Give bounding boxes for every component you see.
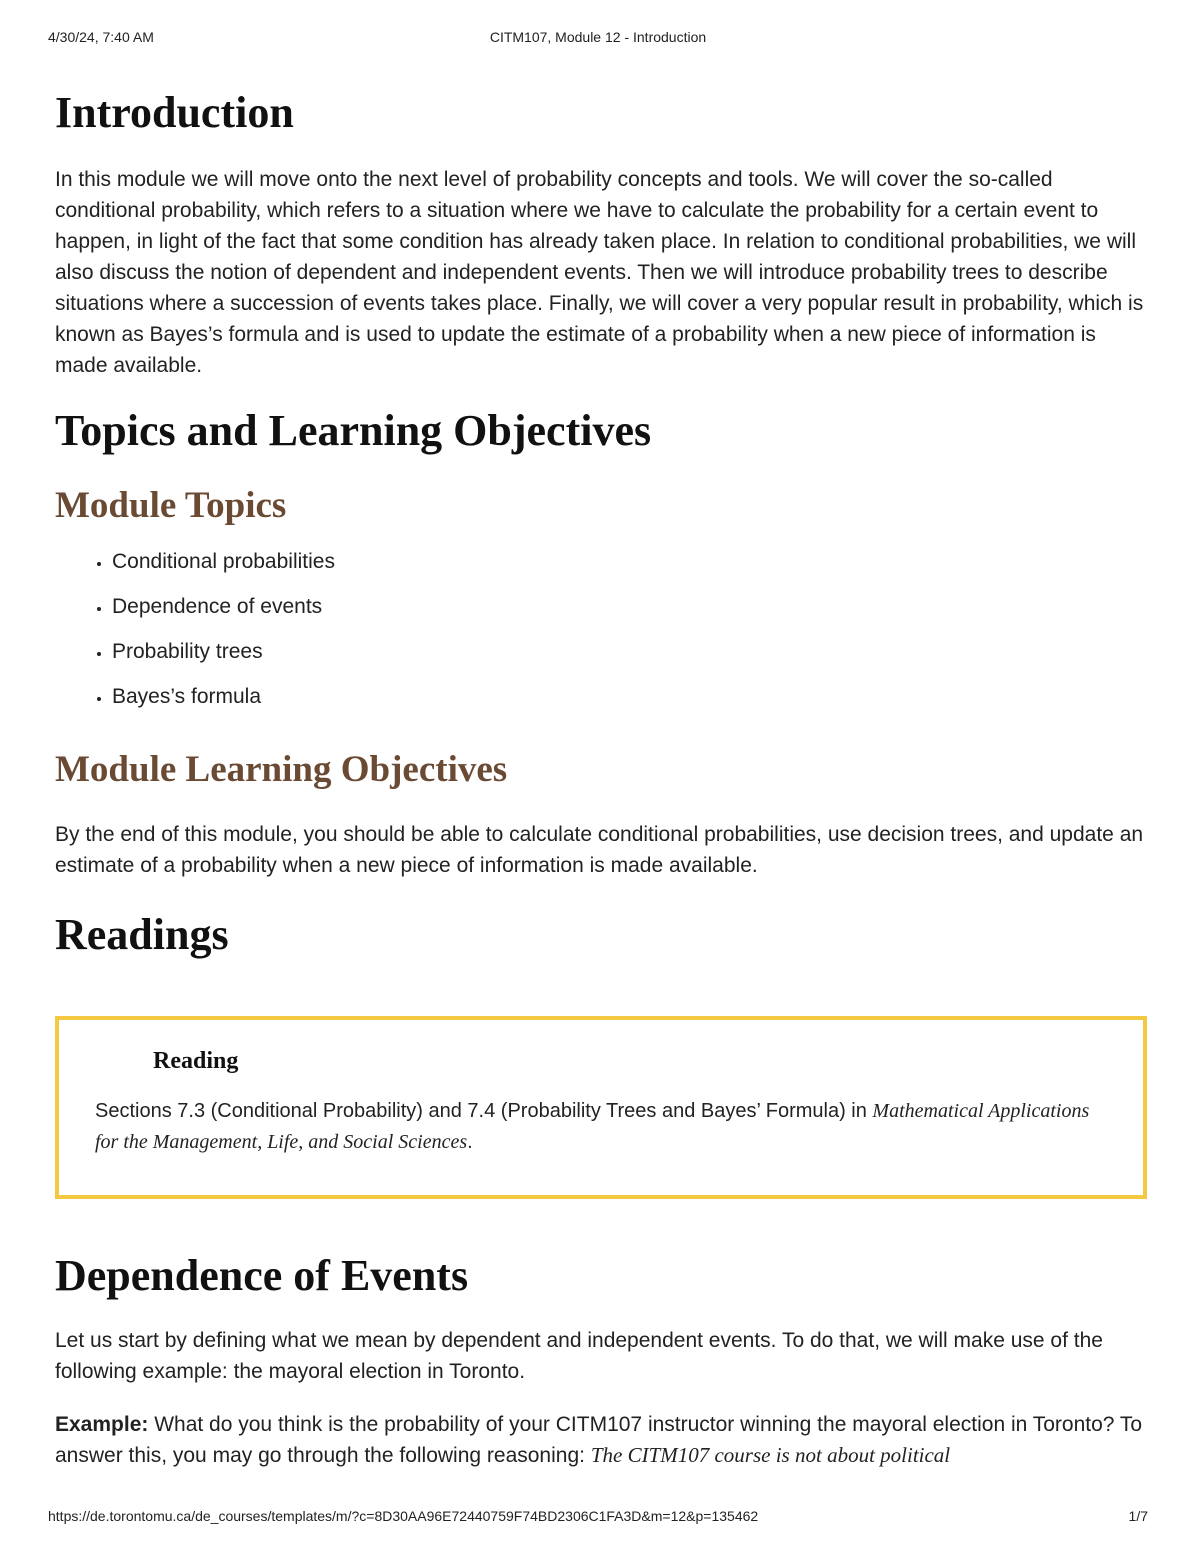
list-item: • Dependence of events [112, 584, 1147, 629]
dependence-heading: Dependence of Events [55, 1251, 469, 1300]
print-page-number: 1/7 [1128, 1508, 1148, 1524]
print-footer [48, 1508, 1148, 1526]
list-item: • Conditional probabilities [112, 539, 1147, 584]
example-italic-text: The CITM107 course is not about political [590, 1443, 951, 1467]
page-content [55, 80, 1147, 1471]
reading-callout [55, 1016, 1147, 1199]
reading-text-end: . [467, 1131, 473, 1153]
learning-objectives-heading: Module Learning Objectives [55, 749, 508, 790]
module-topics-heading: Module Topics [55, 485, 287, 526]
print-url: https://de.torontomu.ca/de_courses/templates/m/?c=8D30AA96E72440759F74BD2306C1FA3D&m=12&p=135462 [48, 1508, 759, 1524]
learning-objectives-body: By the end of this module, you should be able to calculate conditional probabilities, use decision trees, and update an estimate of a probability when a new piece of information is made available. [55, 823, 1144, 877]
introduction-body: In this module we will move onto the next level of probability concepts and tools. We will cover the so-called conditional probability, which refers to a situation where we have to calculate the probability for a certain event to happen, in light of the fact that some condition has already taken place. In relation to conditional probabilities, we will also discuss the notion of dependent and independent events. Then we will introduce probability trees to describe situations where a succession of events takes place. Finally, we will cover a very popular result in probability, which is known as Bayes’s formula and is used to update the estimate of a probability when a new piece of information is made available. [55, 168, 1144, 377]
module-topics-list [55, 539, 1147, 719]
list-item: • Probability trees [112, 629, 1147, 674]
print-datetime: 4/30/24, 7:40 AM [48, 29, 154, 45]
reading-text [95, 1096, 1107, 1158]
print-page-title: CITM107, Module 12 - Introduction [489, 29, 707, 45]
topics-heading: Topics and Learning Objectives [55, 406, 652, 455]
list-item: • Bayes’s formula [112, 674, 1147, 719]
example-label: Example: [55, 1413, 149, 1436]
dependence-intro: Let us start by defining what we mean by dependent and independent events. To do that, we will make use of the following example: the mayoral election in Toronto. [55, 1329, 1103, 1383]
example-text: What do you think is the probability of your CITM107 instructor winning the mayoral election in Toronto? To answer this, you may go through the following reasoning: [55, 1413, 1143, 1467]
introduction-heading: Introduction [55, 88, 294, 137]
print-header [48, 29, 1148, 47]
dependence-example [55, 1409, 1147, 1471]
reading-book-title: Mathematical Applications for the Management, Life, and Social Sciences [95, 1100, 1090, 1153]
reading-title: Reading [153, 1048, 239, 1074]
reading-text-lead: Sections 7.3 (Conditional Probability) and 7.4 (Probability Trees and Bayes’ Formula) in [95, 1100, 873, 1122]
readings-heading: Readings [55, 910, 229, 959]
